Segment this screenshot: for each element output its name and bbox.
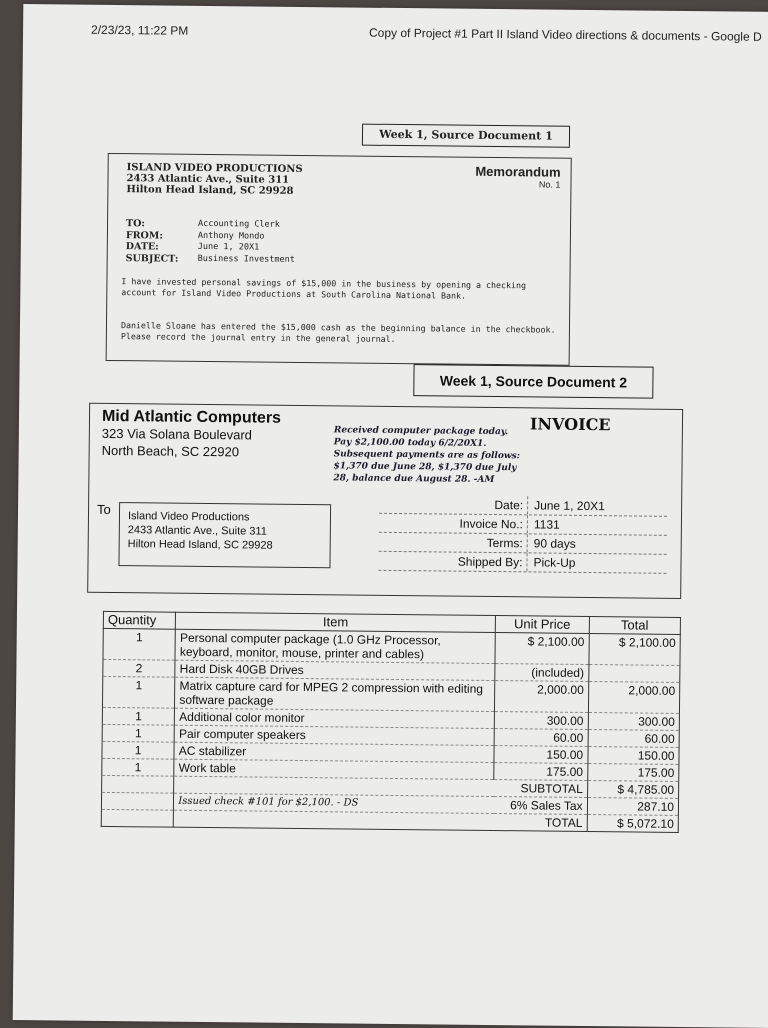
column-header-unit-price: Unit Price (495, 616, 589, 634)
item-unit-price: 150.00 (494, 746, 588, 764)
paper-sheet (13, 4, 768, 1028)
source-document-1-label: Week 1, Source Document 1 (362, 124, 570, 148)
to-address-line: Hilton Head Island, SC 29928 (127, 538, 273, 552)
item-desc: Work table (174, 759, 494, 779)
invoice-items-table (101, 611, 681, 833)
handwritten-line: Pay $2,100.00 today 6/2/20X1. (333, 437, 487, 449)
column-header-quantity: Quantity (103, 611, 175, 629)
item-unit-price: (included) (495, 664, 589, 682)
item-unit-price: 300.00 (494, 712, 588, 730)
invoice-header (87, 403, 683, 599)
invoice-title: INVOICE (529, 414, 611, 435)
item-total: 2,000.00 (588, 682, 680, 714)
item-desc: Hard Disk 40GB Drives (175, 660, 495, 680)
column-header-total: Total (589, 617, 681, 635)
handwritten-line: Subsequent payments are as follows: (333, 449, 521, 462)
item-unit-price: 175.00 (494, 763, 588, 781)
field-value: Anthony Mondo (197, 230, 265, 242)
total-label: TOTAL (174, 810, 587, 831)
tax-value: 287.10 (587, 798, 679, 816)
item-qty: 1 (102, 741, 174, 759)
item-total: 300.00 (588, 713, 680, 731)
memo-title: Memorandum (475, 163, 561, 180)
subtotal-value: $ 4,785.00 (587, 781, 679, 799)
source-document-2-label: Week 1, Source Document 2 (413, 364, 653, 399)
field-value: Accounting Clerk (197, 218, 280, 230)
meta-key: Invoice No.: (379, 514, 528, 534)
memo-company (126, 162, 302, 197)
memo-company-city: Hilton Head Island, SC 29928 (126, 184, 294, 197)
to-address-line: Island Video Productions (127, 510, 250, 524)
subtotal-label: SUBTOTAL (174, 776, 587, 797)
to-address-line: 2433 Atlantic Ave., Suite 311 (127, 524, 267, 538)
field-key: SUBJECT: (125, 252, 179, 265)
meta-value: Pick-Up (533, 555, 576, 570)
meta-key: Terms: (379, 533, 528, 553)
item-qty: 1 (102, 707, 174, 725)
item-total: $ 2,100.00 (589, 634, 681, 666)
vendor-street: 323 Via Solana Boulevard (101, 425, 253, 443)
handwritten-line: Received computer package today. (333, 425, 509, 438)
item-qty: 1 (103, 628, 176, 660)
meta-key: Shipped By: (378, 552, 527, 572)
tax-label: 6% Sales Tax (510, 798, 583, 813)
total-value: $ 5,072.10 (587, 815, 679, 833)
item-desc: Pair computer speakers (174, 725, 494, 745)
vendor-city: North Beach, SC 22920 (101, 442, 240, 460)
invoice (85, 403, 684, 847)
memo-paragraph-1: I have invested personal savings of $15,000 in the business by opening a checking account for Island Video Productions at South Carolina National Bank. (121, 276, 527, 301)
item-total: 175.00 (587, 764, 679, 782)
item-qty: 1 (102, 676, 175, 708)
meta-value: 90 days (533, 536, 576, 551)
memo-company-name: ISLAND VIDEO PRODUCTIONS (126, 162, 303, 175)
memo-title-block (475, 164, 560, 190)
memo-field-subject (126, 253, 295, 266)
handwritten-line: 28, balance due August 28. -AM (333, 473, 495, 486)
field-key: DATE: (125, 241, 159, 253)
memo-company-street: 2433 Atlantic Ave., Suite 311 (126, 173, 290, 186)
to-address-box (118, 502, 331, 568)
item-total: 150.00 (588, 747, 680, 765)
vendor-block (102, 408, 281, 461)
column-header-item: Item (176, 612, 496, 632)
field-key: FROM: (125, 229, 163, 242)
invoice-meta (378, 495, 667, 574)
to-label: To (96, 501, 111, 518)
meta-row-shipped-by (378, 552, 666, 574)
item-qty: 1 (102, 758, 174, 776)
vendor-name: Mid Atlantic Computers (101, 407, 282, 427)
meta-value: 1131 (533, 517, 560, 532)
item-desc: Matrix capture card for MPEG 2 compression with editing software package (175, 677, 495, 711)
item-desc: Personal computer package (1.0 GHz Processor, keyboard, monitor, mouse, printer and cables) (175, 629, 495, 663)
item-total (588, 665, 680, 683)
item-unit-price: $ 2,100.00 (495, 633, 589, 665)
memo-number: No. 1 (538, 179, 561, 190)
memorandum (106, 153, 572, 366)
memo-header-fields (126, 218, 296, 266)
handwritten-line: $1,370 due June 28, $1,370 due July (333, 461, 517, 474)
item-qty: 1 (102, 724, 174, 742)
meta-value: June 1, 20X1 (534, 498, 605, 514)
field-value: June 1, 20X1 (197, 241, 260, 253)
check-note: Issued check #101 for $2,100. - DS (178, 795, 359, 809)
print-doc-title: Copy of Project #1 Part II Island Video directions & documents - Google D (368, 25, 762, 44)
print-datetime: 2/23/23, 11:22 PM (91, 22, 189, 38)
memo-paragraph-2: Danielle Sloane has entered the $15,000 cash as the beginning balance in the checkbook. Please record the journal entry in the general journal. (120, 320, 556, 344)
field-key: TO: (125, 218, 145, 230)
item-unit-price: 2,000.00 (495, 681, 589, 713)
item-total: 60.00 (588, 730, 680, 748)
item-desc: AC stabilizer (174, 742, 494, 762)
handwritten-note (333, 424, 544, 486)
meta-key: Date: (379, 495, 528, 515)
field-value: Business Investment (197, 253, 295, 265)
item-qty: 2 (103, 659, 175, 677)
item-desc: Additional color monitor (175, 708, 495, 728)
item-unit-price: 60.00 (494, 729, 588, 747)
